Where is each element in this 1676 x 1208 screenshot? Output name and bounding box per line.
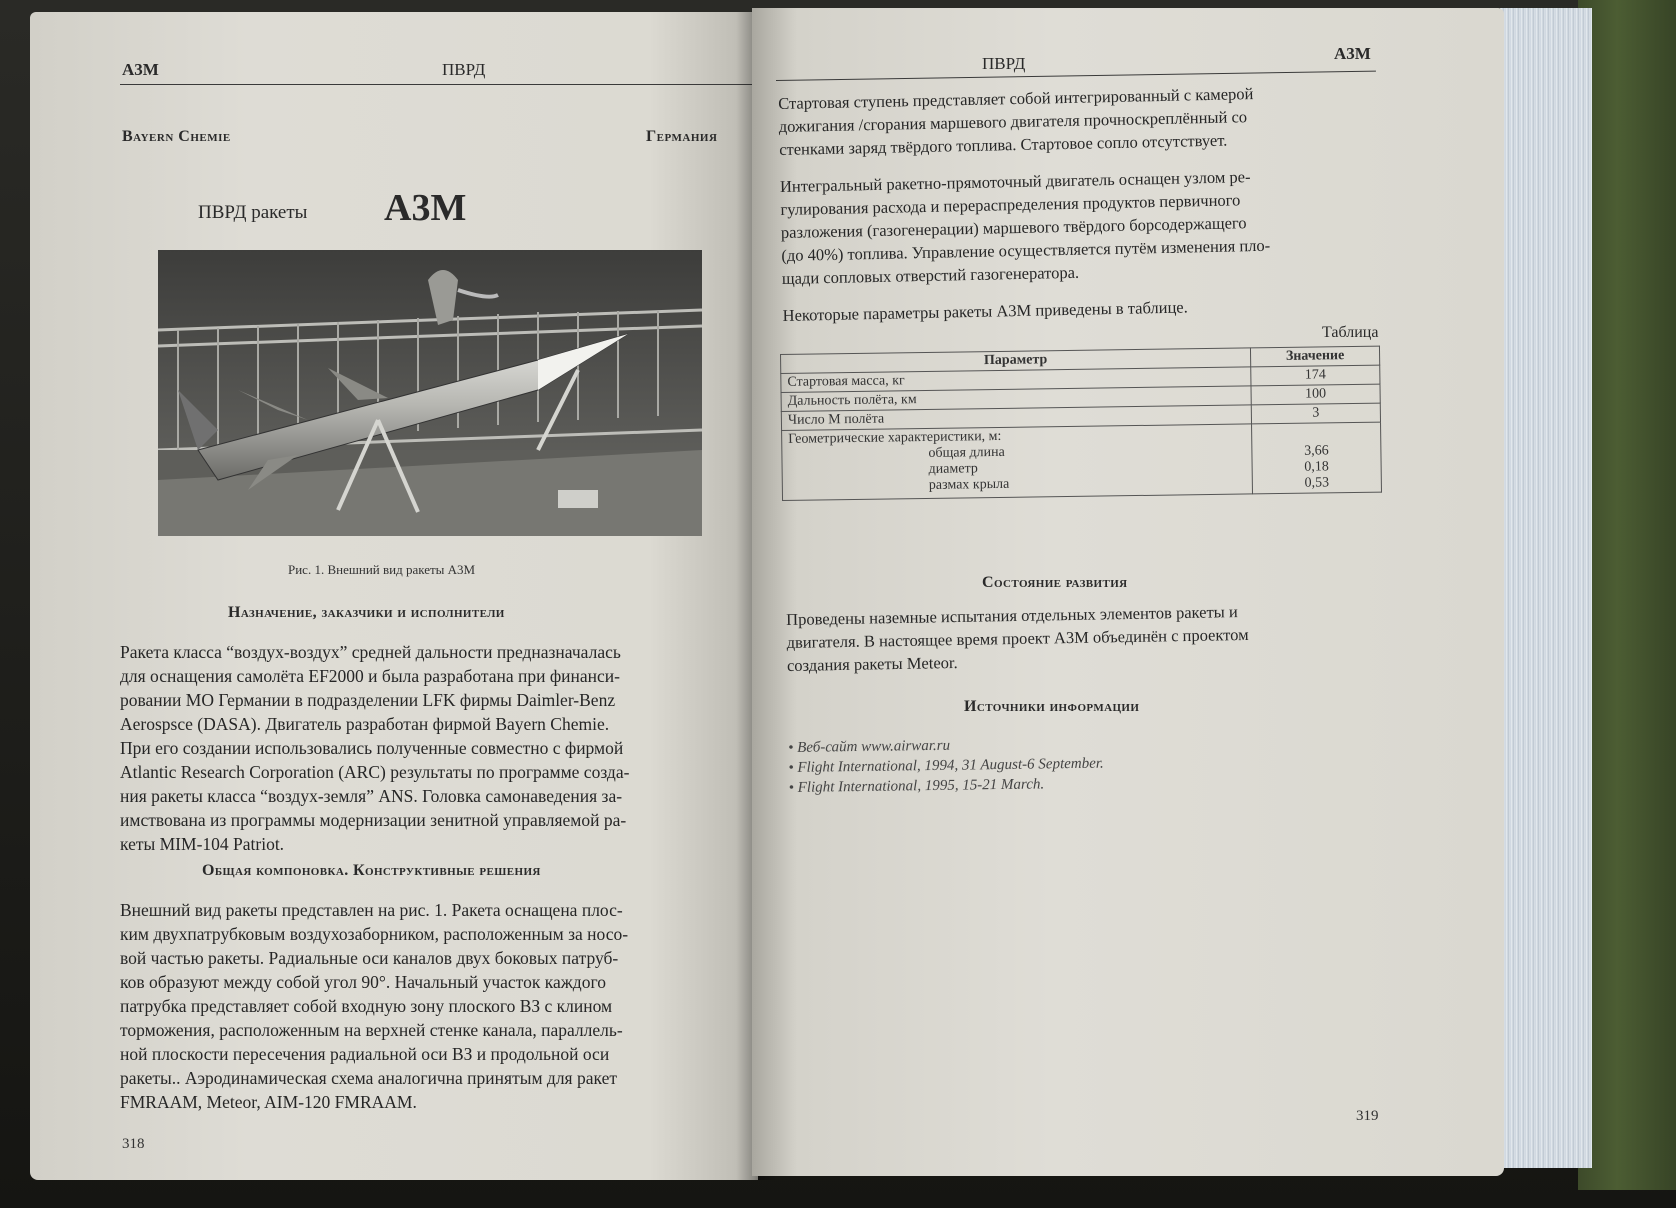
text-line: Некоторые параметры ракеты А3М приведены в таблице. (782, 297, 1188, 325)
table-cell-value-group (1252, 422, 1382, 494)
table-cell-value: 3 (1251, 403, 1380, 424)
table-header-param: Параметр (781, 348, 1251, 374)
right-running-head: А3М (1334, 44, 1371, 63)
text-line: гулирования расхода и перераспределения продуктов первичного (780, 190, 1241, 219)
text-line: разложения (газогенерации) маршевого твёрдого борсодержащего (780, 213, 1247, 242)
text-line: ракеты.. Аэродинамическая схема аналогична принятым для ракет (120, 1068, 617, 1088)
table-subparam: размах крыла (928, 476, 1010, 493)
right-body-text (778, 79, 1383, 341)
section-layout-title: Общая компоновка. Конструктивные решения (202, 862, 541, 879)
table-subparam: диаметр (928, 461, 978, 477)
text-line: При его создании использовались полученные совместно с фирмой (120, 738, 624, 758)
text-line: Ракета класса “воздух-воздух” средней дальности предназначалась (120, 642, 621, 662)
missile-photo (158, 250, 702, 536)
left-running-head-center: ПВРД (442, 60, 486, 79)
text-line: торможения, расположенным на верхней стенке канала, параллель- (120, 1020, 623, 1040)
text-line: Aerospsce (DASA). Двигатель разработан фирмой Bayern Chemie. (120, 714, 610, 734)
table-cell-param: Стартовая масса, кг (781, 367, 1251, 393)
text-line: кеты MIM-104 Patriot. (120, 834, 285, 854)
text-line: Стартовая ступень представляет собой интегрированный с камерой (778, 84, 1254, 113)
text-line: создания ракеты Meteor. (786, 653, 958, 675)
table-cell-value: 174 (1251, 365, 1380, 386)
text-line: патрубка представляет собой входную зону плоского ВЗ с клином (120, 996, 613, 1016)
text-line: FMRAAM, Meteor, AIM-120 FMRAAM. (120, 1092, 417, 1112)
text-line: ков образуют между собой угол 90°. Начальный участок каждого (120, 972, 606, 992)
text-line: Интегральный ракетно-прямоточный двигатель оснащен узлом ре- (779, 167, 1251, 196)
country-name: Германия (646, 128, 718, 145)
section-layout-text (120, 898, 758, 1114)
right-page (752, 8, 1504, 1176)
table-row (782, 422, 1382, 500)
header-rule (776, 71, 1376, 81)
page-number-left: 318 (122, 1136, 145, 1152)
table-subvalue: 0,18 (1304, 459, 1329, 475)
missile-photo-illustration (158, 250, 702, 536)
list-item: • Веб-сайт www.airwar.ru (788, 737, 951, 756)
table-cell-value: 100 (1251, 384, 1380, 405)
section-status-title: Состояние развития (982, 574, 1128, 591)
text-line: имствована из программы модернизации зенитной управляемой ра- (120, 810, 627, 830)
text-line: ким двухпатрубковым воздухозаборником, расположенным за носо- (120, 924, 629, 944)
left-running-head: А3М (122, 60, 159, 79)
text-line: дожигания /сгорания маршевого двигателя прочноскреплённый со (778, 107, 1248, 136)
text-line: ной плоскости пересечения радиальной оси ВЗ и продольной оси (120, 1044, 610, 1064)
table-header-value: Значение (1250, 346, 1379, 367)
book-cover-edge (1578, 0, 1676, 1190)
list-item: • Flight International, 1995, 15-21 March. (788, 776, 1045, 796)
text-line: стенками заряд твёрдого топлива. Стартовое сопло отсутствует. (779, 130, 1228, 159)
table-cell-param: Число М полёта (781, 405, 1251, 431)
page-title: А3М (384, 187, 467, 229)
section-sources-title: Источники информации (964, 698, 1140, 715)
table-subvalue: 3,66 (1304, 443, 1329, 459)
list-item: • Flight International, 1994, 31 August-6 September. (788, 755, 1104, 776)
text-line: вой частью ракеты. Радиальные оси каналов двух боковых патруб- (120, 948, 619, 968)
text-line: ния ракеты класса “воздух-земля” ANS. Головка самонаведения за- (120, 786, 623, 806)
text-line: (до 40%) топлива. Управление осуществляется путём изменения пло- (781, 235, 1271, 265)
right-running-head-center: ПВРД (982, 54, 1026, 73)
text-line: Проведены наземные испытания отдельных элементов ракеты и (786, 602, 1238, 629)
company-name: Bayern Chemie (122, 128, 231, 145)
left-page (30, 12, 758, 1180)
parameters-table (780, 346, 1382, 501)
table-cell-param: Дальность полёта, км (781, 386, 1251, 412)
table-subparam: общая длина (928, 444, 1005, 461)
header-rule (120, 84, 758, 85)
text-line: Внешний вид ракеты представлен на рис. 1. Ракета оснащена плос- (120, 900, 623, 920)
figure-caption: Рис. 1. Внешний вид ракеты А3М (288, 562, 476, 577)
text-line: для оснащения самолёта EF2000 и была разработана при финанси- (120, 666, 620, 686)
text-line: двигателя. В настоящее время проект А3М объединён с проектом (786, 624, 1249, 652)
sources-list (788, 731, 1289, 798)
page-subtitle: ПВРД ракеты (198, 202, 308, 223)
text-line: щади сопловых отверстий газогенератора. (781, 262, 1080, 288)
page-number-right: 319 (1356, 1108, 1379, 1124)
table-cell-param-group (782, 424, 1253, 501)
table-group-label: Геометрические характеристики, м: (788, 428, 1002, 447)
text-line: ровании МО Германии в подразделении LFK фирмы Daimler-Benz (120, 690, 616, 710)
section-purpose-title: Назначение, заказчики и исполнители (228, 604, 505, 621)
section-purpose-text (120, 640, 758, 856)
section-status-text (786, 598, 1383, 677)
table-group-value-spacer (1258, 424, 1374, 445)
page-stack-edge (1500, 8, 1592, 1168)
table-label: Таблица (1322, 324, 1379, 341)
text-line: Atlantic Research Corporation (ARC) результаты по программе созда- (120, 762, 630, 782)
table-subvalue: 0,53 (1304, 475, 1330, 491)
